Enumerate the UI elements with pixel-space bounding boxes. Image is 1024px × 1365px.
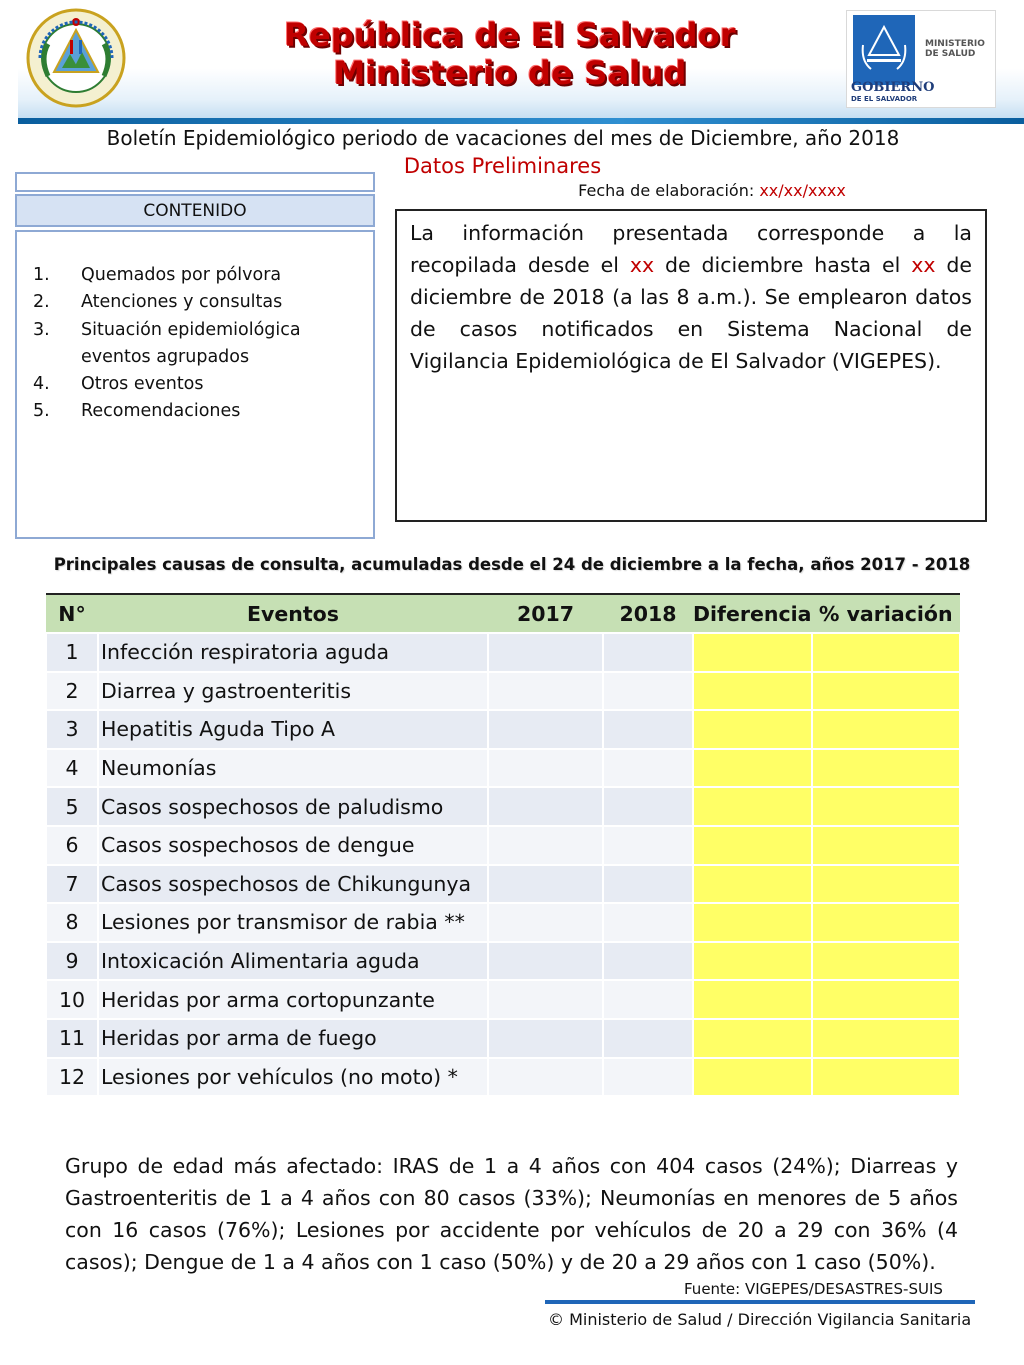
- row-value-2018: [603, 633, 693, 672]
- row-value-2017: [488, 1019, 603, 1058]
- row-difference: [693, 942, 812, 981]
- row-value-2017: [488, 903, 603, 942]
- header-title-line2: Ministerio de Salud: [333, 54, 687, 92]
- table-row: [46, 787, 960, 826]
- row-event: Diarrea y gastroenteritis: [98, 672, 488, 711]
- row-variation: [812, 826, 961, 865]
- row-number: 8: [46, 903, 98, 942]
- contents-item-number: 3.: [33, 319, 50, 340]
- row-value-2017: [488, 633, 603, 672]
- row-number: 12: [46, 1058, 98, 1097]
- table-row: [46, 1019, 960, 1058]
- row-value-2018: [603, 865, 693, 904]
- row-number: 7: [46, 865, 98, 904]
- row-variation: [812, 633, 961, 672]
- national-seal-icon: [26, 4, 126, 112]
- row-number: 5: [46, 787, 98, 826]
- row-value-2017: [488, 787, 603, 826]
- preliminary-label: Datos Preliminares: [403, 154, 602, 178]
- column-header-2017: 2017: [488, 594, 603, 633]
- table-caption: Principales causas de consulta, acumuladas desde el 24 de diciembre a la fecha, años 2017 - 2018: [53, 555, 971, 574]
- contents-item: [33, 371, 353, 398]
- table-header-row: [46, 594, 960, 633]
- row-value-2018: [603, 672, 693, 711]
- header-title-line1: República de El Salvador: [284, 16, 736, 54]
- info-text-part: de diciembre hasta el: [654, 253, 912, 277]
- row-difference: [693, 826, 812, 865]
- table-row: [46, 980, 960, 1019]
- info-text-part: La información presentada corresponde a la recopilada desde el: [410, 221, 972, 277]
- row-event: Intoxicación Alimentaria aguda: [98, 942, 488, 981]
- elaboration-date-label: Fecha de elaboración:: [578, 181, 760, 200]
- contents-item: [33, 262, 353, 289]
- row-variation: [812, 1058, 961, 1097]
- row-value-2017: [488, 672, 603, 711]
- table-body: [46, 633, 960, 1096]
- column-header-difference: Diferencia: [693, 594, 812, 633]
- contents-item-label: Otros eventos: [81, 374, 204, 395]
- row-number: 1: [46, 633, 98, 672]
- row-value-2018: [603, 1058, 693, 1097]
- contents-item-number: 1.: [33, 265, 50, 285]
- row-difference: [693, 980, 812, 1019]
- row-difference: [693, 903, 812, 942]
- row-difference: [693, 710, 812, 749]
- contents-item-label: Atenciones y consultas: [81, 292, 283, 313]
- row-variation: [812, 672, 961, 711]
- row-event: Casos sospechosos de Chikungunya: [98, 865, 488, 904]
- row-value-2018: [603, 942, 693, 981]
- contents-item: [33, 289, 353, 316]
- gobierno-logo-ministry: MINISTERIO DE SALUD: [925, 39, 985, 59]
- contents-item: [33, 398, 353, 425]
- gobierno-logo-gobierno: GOBIERNO: [851, 80, 935, 95]
- bulletin-title: Boletín Epidemiológico periodo de vacaciones del mes de Diciembre, año 2018: [106, 126, 900, 150]
- table-row: [46, 672, 960, 711]
- row-variation: [812, 942, 961, 981]
- table-row: [46, 1058, 960, 1097]
- column-header-events: Eventos: [98, 594, 488, 633]
- row-value-2017: [488, 865, 603, 904]
- table-row: [46, 865, 960, 904]
- row-difference: [693, 787, 812, 826]
- row-value-2017: [488, 826, 603, 865]
- row-difference: [693, 749, 812, 788]
- row-value-2017: [488, 1058, 603, 1097]
- info-box: [395, 209, 987, 522]
- contents-item: [33, 317, 353, 372]
- info-end-day: xx: [911, 253, 936, 277]
- row-value-2017: [488, 980, 603, 1019]
- row-event: Casos sospechosos de dengue: [98, 826, 488, 865]
- contents-heading: CONTENIDO: [15, 194, 375, 227]
- gobierno-logo: [846, 10, 996, 108]
- contents-item-label: Quemados por pólvora: [81, 265, 282, 285]
- row-value-2017: [488, 749, 603, 788]
- row-value-2018: [603, 710, 693, 749]
- row-value-2017: [488, 710, 603, 749]
- elaboration-date: [520, 181, 904, 200]
- row-value-2018: [603, 1019, 693, 1058]
- contents-item-label: Situación epidemiológica eventos agrupados: [81, 319, 301, 367]
- table-row: [46, 710, 960, 749]
- row-number: 6: [46, 826, 98, 865]
- row-variation: [812, 980, 961, 1019]
- row-value-2018: [603, 749, 693, 788]
- gobierno-emblem-icon: [853, 15, 915, 85]
- age-group-summary: Grupo de edad más afectado: IRAS de 1 a 4 años con 404 casos (24%); Diarreas y Gastroenteritis de 1 a 4 años con 80 casos (33%); Neumonías en menores de 5 años con 16 casos (76%); Lesiones por accidente por vehículos de 20 a 29 con 36% (4 casos); Dengue de 1 a 4 años con 1 caso (50%) y de 20 a 29 años con 1 caso (50%).: [65, 1154, 958, 1274]
- row-value-2017: [488, 942, 603, 981]
- row-difference: [693, 672, 812, 711]
- column-header-number: N°: [46, 594, 98, 633]
- row-value-2018: [603, 787, 693, 826]
- contents-panel: [15, 230, 375, 539]
- footer-divider: [545, 1300, 975, 1304]
- row-number: 11: [46, 1019, 98, 1058]
- header-title: [200, 16, 820, 92]
- row-event: Casos sospechosos de paludismo: [98, 787, 488, 826]
- row-value-2018: [603, 903, 693, 942]
- row-variation: [812, 787, 961, 826]
- gobierno-logo-subtitle: DE EL SALVADOR: [851, 95, 918, 103]
- row-number: 9: [46, 942, 98, 981]
- contents-item-number: 4.: [33, 374, 50, 395]
- row-variation: [812, 710, 961, 749]
- row-event: Neumonías: [98, 749, 488, 788]
- row-value-2018: [603, 980, 693, 1019]
- info-text: [410, 217, 972, 377]
- table-row: [46, 749, 960, 788]
- row-variation: [812, 749, 961, 788]
- info-start-day: xx: [629, 253, 655, 277]
- consultation-causes-table: [45, 593, 961, 1097]
- table-row: [46, 903, 960, 942]
- column-header-variation: % variación: [812, 594, 961, 633]
- row-value-2018: [603, 826, 693, 865]
- row-number: 10: [46, 980, 98, 1019]
- elaboration-date-value: xx/xx/xxxx: [759, 181, 846, 200]
- row-number: 2: [46, 672, 98, 711]
- row-event: Lesiones por transmisor de rabia **: [98, 903, 488, 942]
- contents-item-number: 2.: [33, 292, 50, 313]
- source-note: Fuente: VIGEPES/DESASTRES-SUIS: [684, 1280, 943, 1298]
- row-number: 4: [46, 749, 98, 788]
- table-row: [46, 826, 960, 865]
- row-variation: [812, 903, 961, 942]
- row-event: Infección respiratoria aguda: [98, 633, 488, 672]
- column-header-2018: 2018: [603, 594, 693, 633]
- row-difference: [693, 1019, 812, 1058]
- contents-list: [33, 262, 353, 426]
- row-event: Heridas por arma de fuego: [98, 1019, 488, 1058]
- table-row: [46, 942, 960, 981]
- table-row: [46, 633, 960, 672]
- footer-copyright: © Ministerio de Salud / Dirección Vigilancia Sanitaria: [548, 1310, 972, 1329]
- row-event: Heridas por arma cortopunzante: [98, 980, 488, 1019]
- contents-item-label: Recomendaciones: [81, 401, 241, 422]
- row-variation: [812, 1019, 961, 1058]
- row-number: 3: [46, 710, 98, 749]
- contents-top-bar: [15, 172, 375, 192]
- row-difference: [693, 1058, 812, 1097]
- contents-item-number: 5.: [33, 401, 50, 422]
- info-text-part: de diciembre de 2018 (a las 8 a.m.). Se emplearon datos de casos notificados en Sistema Nacional de Vigilancia Epidemiológica de El Salvador (VIGEPES).: [410, 253, 972, 373]
- row-event: Hepatitis Aguda Tipo A: [98, 710, 488, 749]
- row-variation: [812, 865, 961, 904]
- row-difference: [693, 865, 812, 904]
- row-difference: [693, 633, 812, 672]
- row-event: Lesiones por vehículos (no moto) *: [98, 1058, 488, 1097]
